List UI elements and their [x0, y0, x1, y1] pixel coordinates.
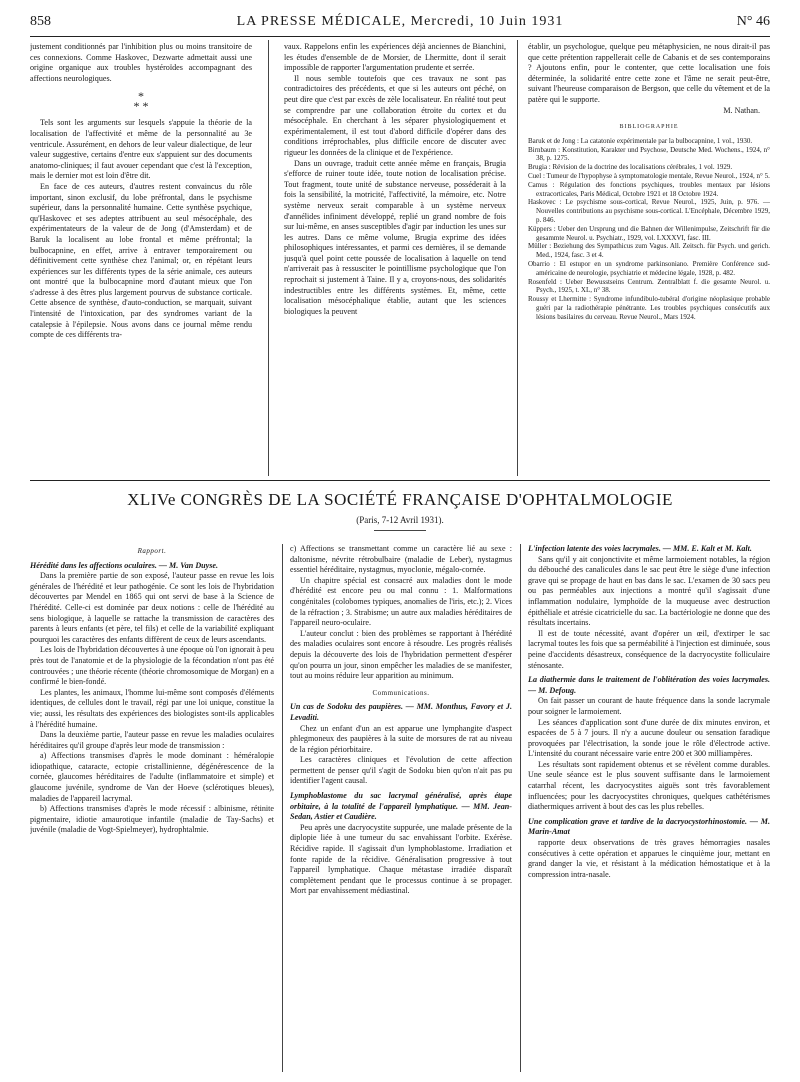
- article-title: Une complication grave et tardive de la dacryocystorhinostomie. — M. Marin-Amat: [528, 816, 770, 837]
- bibliography-entry: Baruk et de Jong : La catatonie expérimentale par la bulbocapnine, 1 vol., 1930.: [528, 136, 753, 145]
- paragraph: On fait passer un courant de haute fréquence dans la sonde lacrymale pour soigner le larmoiement.: [528, 696, 770, 716]
- paragraph: Sans qu'il y ait conjonctivite et même larmoiement notables, la région du débouché des canalicules dans le sac peut être le siège d'une infection grave qui se propage de haut en bas dans le sac. L'examen de 30 sacs peu ou pas perméables aux injections a montré qu'il s'agissait d'une inflammation nodulaire, lymphoïde de la muqueuse avec destruction épithéliale et atrésie cicatricielle du sac. La bactériologie ne donne que des résultats incertains.: [528, 554, 770, 628]
- column-divider: [517, 40, 518, 476]
- subtitle-rule: [374, 530, 426, 531]
- paragraph: Dans la première partie de son exposé, l'auteur passe en revue les lois générales de l'hérédité et leur pathogénie. Ce sont les lois de l'hybridation découvertes par Mendel en 1865 qui ont servi de base à la Science de l'hérédité. Celle-ci est dominée par deux notions : celle de l'hérédité au sens biologique, à laquelle se rattache la transmission de caractères des parents à leurs enfants (et père, tel fils) et celle de la variabilité expliquant pourquoi les caractères des enfants diffèrent de ceux de leurs ascendants.: [30, 571, 274, 644]
- paragraph: vaux. Rappelons enfin les expériences déjà anciennes de Bianchini, les études d'ensemble de de Morsier, de Lhermitte, dont il serait impossible de rapporter l'argumentation prudente et serrée.: [284, 42, 506, 73]
- header-rule: [30, 36, 770, 37]
- section-stars: * * *: [133, 89, 149, 114]
- bibliography-entry: Rosenfeld : Ueber Bewusstseins Centrum. Zentralblatt f. die gesamte Neurol. u. Psych., 1925, t. XL, n° 38.: [528, 277, 770, 295]
- bibliography-entry: Cuel : Tumeur de l'hypophyse à symptomatologie mentale, Revue Neurol., 1924, n° 5.: [528, 171, 770, 180]
- paragraph: Dans un ouvrage, traduit cette année même en français, Brugia s'efforce de ruiner toute idée, toute notion de localisation précise. Tout fragment, toute unité de substance nerveuse, posséderait à la fois la sensibilité, la motricité, l'affectivité, la mémoire, etc. Notre système nerveux serait comparable à un système nerveux d'annélides infiniment développé, replié un grand nombre de fois sur lui-même, en anses susceptibles d'agir par induction les unes sur les autres. Dans ce même volume, Brugia exprime des idées philosophiques intéressantes, et parmi ces dernières, il se demande jusqu'à quel point cette poussée de localisation à laquelle on tend n'arriverait pas à ressusciter le pointillisme psychologique que l'on reprochait si justement à Taine. Il y a, croyons-nous, des solidarités indestructibles entre les différents systèmes. Et, même, cette localisation mésocéphalique établie, autant que les sciences biologiques la peuvent: [284, 158, 506, 316]
- journal-title: LA PRESSE MÉDICALE, Mercredi, 10 Juin 1931: [236, 14, 564, 29]
- section-heading: Communications.: [372, 688, 430, 697]
- bottom-column-1: [30, 544, 274, 1074]
- page-header: [30, 14, 770, 34]
- bibliography-entry: Birnbaum : Konstitution, Karakter und Psychose, Deutsche Med. Wochens., 1924, n° 38, p. 1275.: [528, 145, 770, 163]
- column-divider: [268, 40, 269, 476]
- paragraph: a) Affections transmises d'après le mode dominant : héméralopie idiopathique, cataracte, ectopie cristallinienne, dégénérescence de la cornée, glaucomes héréditaires de l'adulte (inflammatoire et simple) et glaucome juvénile, syndrome de Van der Hoeve (sclérotiques bleues), maladies de l'appareil lacrymal.: [30, 751, 274, 803]
- paragraph: justement conditionnés par l'inhibition plus ou moins transitoire de ces connexions. Comme Haskovec, Dezwarte admettait aussi une origine organique aux troubles hystéroïdes accompagnant des affections neurologiques.: [30, 42, 252, 83]
- article-title: La diathermie dans le traitement de l'oblitération des voies lacrymales. — M. Defoug.: [528, 675, 770, 695]
- bibliography-entry: Küppers : Ueber den Ursprung und die Bahnen der Willenimpulse, Zeitschrift für die gesammte Neurol. u. Psychiatr., 1929, vol. LXXXVI, fasc. III.: [528, 224, 770, 242]
- article-title: Lymphoblastome du sac lacrymal généralisé, après étape orbitaire, à la totalité de l'appareil lymphatique. — MM. Jean-Sedan, Astier et Caudière.: [290, 791, 512, 822]
- paragraph: rapporte deux observations de très graves hémorragies nasales consécutives à cette opération et apparues le cinquième jour, mettant en grand danger la vie, et résistant à la médication hémostatique et à la compression intra-nasale.: [528, 838, 770, 879]
- paragraph: Chez un enfant d'un an est apparue une lymphangite d'aspect phlegmoneux des paupières à la suite de morsures de rat au niveau de la région périorbitaire.: [290, 723, 512, 754]
- paragraph: Les lois de l'hybridation découvertes à une époque où l'on ignorait à peu près tout de l'anatomie et de la physiologie de la fécondation n'ont pas été controuvées ; une théorie récente (théorie chromosomique de Morgan) en a confirmé le bien-fondé.: [30, 645, 274, 687]
- author-signature: M. Nathan.: [723, 105, 760, 115]
- bibliography-entry: Brugia : Révision de la doctrine des localisations cérébrales, 1 vol. 1929.: [528, 163, 733, 172]
- paragraph: b) Affections transmises d'après le mode récessif : albinisme, rétinite pigmentaire, idiotie amaurotique infantile (maladie de Tay-Sachs) et juvénile (maladie de Vogt-Spielmeyer), hydrophtalmie.: [30, 804, 274, 835]
- paragraph: En face de ces auteurs, d'autres restent convaincus du rôle important, sinon exclusif, du lobe préfrontal, dans le psychisme supérieur, dans la personnalité humaine. Cette synthèse psychique, qu'Haskovec et ses adeptes attribuent au seul mésocéphale, des expérimentateurs de la valeur de de Jong (d'Amsterdam) et de Baruk la localisent au lobe frontal et même préfrontal; la bulbocapnine, en effet, arrive à entraver temporairement ou définitivement cette synthèse chez l'animal; or, en répétant leurs expériences sur les différents types de la série animale, ces auteurs ont montré que la bulbocapnine mord d'autant mieux que l'on s'adresse à des êtres plus largement pourvus de substance corticale. Cette absence de synthèse, d'auto-conduction, se marquait, suivant l'intensité de l'intoxication, par des syndromes variant de la catalepsie à l'épilepsie. Nous avons dans ce journal même rendu compte de ces différents tra-: [30, 181, 252, 340]
- section-heading: Rapport.: [137, 547, 167, 555]
- paragraph: Les résultats sont rapidement obtenus et se révèlent comme durables. Une seule séance est le plus souvent suffisante dans le larmoiement catarrhal récent, les dacryocystites aiguës sont très favorablement influencées; pour les dacryocystites chroniques, quelques cathétérismes diathermiques arrivent à bout des cas les plus rebelles.: [528, 759, 770, 812]
- top-column-1: [30, 42, 252, 474]
- article-title: Hérédité dans les affections oculaires. — M. Van Duyse.: [30, 560, 219, 570]
- bibliography-heading: BIBLIOGRAPHIE: [619, 124, 679, 131]
- column-divider: [282, 544, 283, 1072]
- paragraph: Peu après une dacryocystite suppurée, une malade présente de la diplopie liée à une tumeur du sac envahissant l'orbite. Exérèse. Récidive rapide. Il s'agissait d'un lymphoblastome. Irradiation et fonte rapide de la récidive. Généralisation progressive à tout l'appareil lymphatique. Chaque métastase irradiée disparaît complètement pendant que le processus continue à se propager. Mort par envahissement médiastinal.: [290, 822, 512, 896]
- bottom-column-2: [290, 544, 512, 1074]
- article-title: Un cas de Sodoku des paupières. — MM. Monthus, Favory et J. Levaditi.: [290, 702, 512, 722]
- congress-subtitle: (Paris, 7-12 Avril 1931).: [356, 515, 444, 525]
- bibliography-entry: Camus : Régulation des fonctions psychiques, troubles mentaux par lésions extracorticales, Paris Médical, Octobre 1921 et 18 Octobre 1924.: [528, 180, 770, 198]
- paragraph: établir, un psychologue, quelque peu métaphysicien, ne nous dirait-il pas que cette prétention rappellerait celle de Cabanis et de ses contemporains ? Ajoutons enfin, pour le contenter, que cette localisation une fois déterminée, la solidarité entre cette zone et l'âme ne serait peut-être, suivant l'heureuse comparaison de Bergson, que celle du vêtement et de la patère qui le supporte.: [528, 42, 770, 104]
- article-title: L'infection latente des voies lacrymales. — MM. E. Kalt et M. Kalt.: [528, 544, 752, 553]
- bibliography-entry: Haskovec : Le psychisme sous-cortical, Revue Neurol., 1925, Juin, p. 976. — Nouvelles contributions au psychisme sous-cortical. L'Encéphale, Décembre 1929, p. 846.: [528, 198, 770, 224]
- paragraph: Dans la deuxième partie, l'auteur passe en revue les maladies oculaires héréditaires qu'il groupe d'après leur mode de transmission :: [30, 730, 274, 750]
- column-divider: [520, 544, 521, 1072]
- paragraph: Un chapitre spécial est consacré aux maladies dont le mode d'hérédité est encore peu ou mal connu : 1. Malformations congénitales (colobomes typiques, anomalies de l'iris, etc.); 2. Vices de la réfraction ; 3. Strabisme; un autre aux maladies héréditaires de l'appareil neuro-oculaire.: [290, 575, 512, 628]
- paragraph: Les caractères cliniques et l'évolution de cette affection permettent de penser qu'il s'agit de Sodoku bien qu'on n'ait pas pu identifier l'agent causal.: [290, 755, 512, 786]
- paragraph: Les plantes, les animaux, l'homme lui-même sont composés d'éléments identiques, de cellules dont le travail, régi par une loi unique, constitue la vie; aussi, les résultats des expériences des biologistes sont-ils applicables à l'hérédité humaine.: [30, 687, 274, 729]
- page-number: 858: [30, 14, 51, 29]
- paragraph: Tels sont les arguments sur lesquels s'appuie la théorie de la localisation de l'affectivité et même de la personnalité au 3e ventricule. Assurément, en dehors de leur valeur dialectique, de leur valeur suggestive, certains d'entre eux s'appuient sur des documents anatomo-cliniques; il faut avouer cependant que c'est là l'exception, mais le dernier mot est loin d'être dit.: [30, 118, 252, 181]
- bottom-column-3: [528, 544, 770, 1074]
- paragraph: Il est de toute nécessité, avant d'opérer un œil, d'extirper le sac lacrymal toutes les fois que sa perméabilité à l'injection est diminuée, sous peine d'accidents désastreux, conséquence de la dacryocystite folliculaire sténosante.: [528, 628, 770, 670]
- congress-title: XLIVe CONGRÈS DE LA SOCIÉTÉ FRANÇAISE D'OPHTALMOLOGIE: [127, 490, 673, 509]
- issue-number: N° 46: [736, 14, 770, 29]
- bibliography-entry: Müller : Beziehung des Sympathicus zum Vagus. All. Zeitsch. für Psych. und gerich. Med., 1924, fasc. 3 et 4.: [528, 242, 770, 260]
- bibliography: [528, 137, 770, 322]
- paragraph: L'auteur conclut : bien des problèmes se rapportant à l'hérédité des maladies oculaires sont encore à résoudre. Les progrès réalisés depuis la découverte des lois de l'hybridation permettent d'espérer qu'on pourra un jour, sinon empêcher les maladies de se manifester, tout au moins réduire leur apparition au minimum.: [290, 628, 512, 681]
- bibliography-entry: Roussy et Lhermitte : Syndrome infundibulo-tubéral d'origine néoplasique probable guéri par la radiothérapie pénétrante. Les troubles psychiques consécutifs aux lésions basilaires du cerveau. Revue Neurol., Mars 1924.: [528, 295, 770, 321]
- paragraph: Il nous semble toutefois que ces travaux ne sont pas contradictoires des précédents, et que si les auteurs ont péché, on peut dire que c'est par excès de zèle localisateur. En réalité tout peut se comprendre par une collaboration étroite du cortex et du mésocéphale. En cherchant à les séparer physiologiquement et expérimentalement, il est tout d'abord difficile d'opérer dans des conditions irréprochables, plus difficile encore de discuter avec rigueur les données de la clinique et de l'expérience.: [284, 73, 506, 157]
- top-column-2: [284, 42, 506, 474]
- top-column-3: [528, 42, 770, 474]
- section-rule: [30, 480, 770, 481]
- paragraph: Les séances d'application sont d'une durée de dix minutes environ, et espacées de 5 à 7 jours. Il n'y a aucune douleur ou sensation faradique provoquées par l'électrisation, la sonde joue le rôle d'électrode active. L'intensité du courant nécessaire varie entre 200 et 300 milliampères.: [528, 717, 770, 759]
- paragraph: c) Affections se transmettant comme un caractère lié au sexe : daltonisme, névrite rétrobulbaire (maladie de Leber), nystagmus essentiel héréditaire, nystagmus, myoclonie, mégalo-cornée.: [290, 544, 512, 575]
- bibliography-entry: Obarrio : El estupor en un syndrome parkinsoniano. Première Conférence sud-américaine de neurologie, psychiatrie et médecine légale, 1928, p. 482.: [528, 259, 770, 277]
